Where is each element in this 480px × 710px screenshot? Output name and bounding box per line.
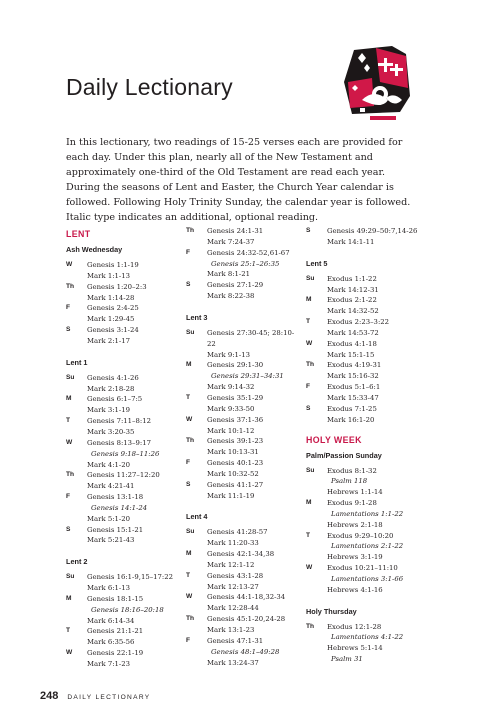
reading: Genesis 3:1-24	[87, 326, 139, 335]
day-label: F	[66, 493, 71, 501]
reading-entry	[186, 436, 296, 447]
reading: Exodus 10:21–11:10	[327, 564, 398, 573]
reading: Mark 13:24-37	[207, 658, 259, 667]
optional-reading: Genesis 18:16–20:18	[91, 605, 164, 614]
day-label: Su	[66, 573, 75, 581]
reading: Genesis 41:28-57	[207, 528, 268, 537]
day-label: M	[306, 499, 312, 507]
optional-reading: Genesis 9:18–11:26	[91, 449, 160, 458]
reading-entry	[186, 625, 296, 636]
reading: Genesis 7:11–8:12	[87, 417, 151, 426]
reading: Genesis 27:30-45; 28:10-22	[207, 328, 295, 348]
reading: Mark 15:33-47	[327, 393, 379, 402]
reading-entry	[186, 371, 296, 382]
reading: Mark 15:1-15	[327, 350, 375, 359]
day-label: Th	[66, 471, 75, 479]
page-number: 248	[40, 690, 59, 702]
reading: Genesis 2:4-25	[87, 304, 139, 313]
reading-entry	[186, 658, 296, 669]
day-label: W	[66, 261, 73, 268]
reading-entry	[66, 637, 174, 648]
reading: Genesis 24:32-52,61-67	[207, 248, 290, 257]
reading: Exodus 8:1-32	[327, 466, 377, 475]
reading-entry	[66, 605, 174, 616]
day-label: Th	[186, 615, 195, 623]
reading-entry	[66, 303, 174, 314]
reading: Genesis 15:1-21	[87, 525, 144, 534]
reading-entry	[306, 487, 418, 498]
day-label: W	[66, 438, 73, 446]
week-heading-palm-passion-sunday: Palm/Passion Sunday	[306, 450, 382, 460]
day-label: Th	[66, 282, 75, 290]
reading: Genesis 37:1-36	[207, 415, 264, 424]
reading: Genesis 13:1-18	[87, 493, 144, 502]
reading-entry	[306, 632, 418, 643]
reading: Mark 7:1-23	[87, 660, 131, 668]
reading-entry	[186, 538, 296, 549]
day-label: W	[186, 415, 193, 423]
reading-entry	[186, 259, 296, 270]
reading-entry	[306, 285, 418, 296]
reading: Mark 1:29-45	[87, 315, 135, 324]
day-label: Th	[306, 361, 315, 369]
day-label: T	[306, 318, 311, 326]
day-label: W	[306, 339, 313, 347]
page-footer	[40, 690, 150, 702]
reading: Mark 11:20-33	[207, 539, 259, 548]
day-label: M	[306, 296, 312, 304]
reading-entry	[306, 585, 418, 596]
reading: Genesis 44:1-18,32-34	[207, 593, 286, 602]
optional-reading: Lamentations 4:1-22	[331, 633, 404, 642]
week-heading-lent-5: Lent 5	[306, 258, 328, 268]
reading-entry	[186, 328, 296, 350]
reading-entry	[186, 415, 296, 426]
day-label: W	[66, 649, 73, 657]
reading-entry	[186, 469, 296, 480]
reading-entry	[66, 525, 174, 536]
reading: Exodus 1:1-22	[327, 274, 377, 283]
reading-entry	[306, 274, 418, 285]
day-label: T	[66, 417, 71, 425]
reading: Mark 10:1-12	[207, 426, 255, 435]
day-label: T	[66, 627, 71, 635]
reading-entry	[186, 527, 296, 538]
week-heading-lent-3: Lent 3	[186, 312, 208, 322]
reading-entry	[186, 582, 296, 593]
reading-entry	[66, 438, 174, 449]
reading: Mark 10:32-52	[207, 469, 259, 478]
day-label: S	[186, 281, 191, 289]
reading-entry	[306, 226, 418, 237]
reading-entry	[306, 498, 418, 509]
reading-entry	[306, 339, 418, 350]
day-label: F	[186, 636, 191, 644]
reading-entry	[186, 248, 296, 259]
reading-entry	[306, 360, 418, 371]
optional-reading: Genesis 48:1–49:28	[211, 647, 280, 656]
reading-entry	[186, 360, 296, 371]
reading: Exodus 4:1-18	[327, 339, 377, 348]
reading: Mark 2:18-28	[87, 384, 135, 393]
reading-entry	[186, 404, 296, 415]
reading-entry	[66, 626, 174, 637]
reading-entry	[306, 415, 418, 426]
day-label: F	[66, 304, 71, 312]
reading-entry	[66, 260, 174, 271]
reading-entry	[66, 416, 174, 427]
reading: Genesis 24:1-31	[207, 227, 264, 235]
reading: Mark 8:22-38	[207, 292, 255, 301]
reading: Mark 1:1-13	[87, 271, 131, 280]
reading-entry	[186, 458, 296, 469]
optional-reading: Lamentations 3:1-66	[331, 574, 404, 583]
reading-entry	[66, 336, 174, 347]
reading: Genesis 45:1-20,24-28	[207, 615, 286, 624]
reading-entry	[186, 491, 296, 502]
day-label: Su	[306, 466, 315, 474]
reading-entry	[186, 571, 296, 582]
reading-entry	[66, 314, 174, 325]
optional-reading: Genesis 25:1–26:35	[211, 259, 280, 268]
reading-entry	[306, 328, 418, 339]
lectionary-column-2	[186, 226, 296, 668]
reading-entry	[306, 520, 418, 531]
reading: Genesis 42:1-34,38	[207, 550, 275, 559]
day-label: M	[66, 395, 72, 403]
reading-entry	[186, 447, 296, 458]
reading-entry	[66, 503, 174, 514]
reading-entry	[306, 393, 418, 404]
reading: Genesis 43:1-28	[207, 571, 264, 580]
season-heading-holy-week: HOLY WEEK	[306, 434, 362, 445]
reading: Exodus 2:1-22	[327, 296, 377, 305]
reading-entry	[306, 643, 418, 654]
reading: Mark 4:1-20	[87, 460, 131, 469]
reading: Mark 9:33-50	[207, 404, 255, 413]
reading: Mark 14:53-72	[327, 328, 379, 337]
reading: Genesis 22:1-19	[87, 649, 144, 658]
reading-entry	[66, 460, 174, 471]
day-label: M	[66, 594, 72, 602]
day-label: S	[186, 480, 191, 488]
reading: Mark 12:28-44	[207, 604, 259, 613]
day-label: F	[186, 459, 191, 467]
reading-entry	[66, 449, 174, 460]
reading: Genesis 8:13–9:17	[87, 438, 151, 447]
reading: Genesis 1:1-19	[87, 261, 139, 269]
day-label: S	[306, 404, 311, 412]
reading-entry	[186, 350, 296, 361]
reading: Genesis 29:1-30	[207, 361, 264, 370]
reading-entry	[306, 466, 418, 477]
reading: Mark 7:24-37	[207, 237, 255, 246]
reading: Mark 11:1-19	[207, 491, 255, 500]
reading: Genesis 16:1-9,15–17:22	[87, 573, 174, 582]
reading: Mark 3:1-19	[87, 406, 131, 415]
reading-entry	[66, 373, 174, 384]
reading-entry	[306, 306, 418, 317]
reading-entry	[66, 384, 174, 395]
reading: Exodus 5:1–6:1	[327, 383, 381, 392]
reading-entry	[186, 647, 296, 658]
reading: Hebrews 1:1-14	[327, 488, 383, 497]
reading-entry	[66, 481, 174, 492]
reading: Mark 6:1-13	[87, 584, 131, 593]
reading-entry	[306, 574, 418, 585]
reading-entry	[66, 427, 174, 438]
optional-reading: Genesis 29:31–34:31	[211, 372, 284, 381]
reading-entry	[306, 531, 418, 542]
reading-entry	[66, 514, 174, 525]
day-label: S	[66, 525, 71, 533]
day-label: M	[186, 361, 192, 369]
reading: Mark 5:21-43	[87, 536, 135, 545]
reading-entry	[186, 614, 296, 625]
reading-entry	[306, 622, 418, 633]
week-heading-lent-1: Lent 1	[66, 357, 88, 367]
optional-reading: Lamentations 2:1-22	[331, 542, 404, 551]
reading: Genesis 4:1-26	[87, 373, 139, 382]
reading-entry	[66, 271, 174, 282]
reading: Genesis 35:1-29	[207, 393, 264, 402]
reading-entry	[66, 583, 174, 594]
reading: Genesis 40:1-23	[207, 459, 264, 468]
reading-entry	[66, 492, 174, 503]
reading-entry	[306, 563, 418, 574]
reading: Mark 10:13-31	[207, 448, 259, 457]
reading: Mark 12:13-27	[207, 582, 259, 591]
day-label: Su	[186, 528, 195, 536]
reading-entry	[66, 659, 174, 670]
reading-entry	[186, 269, 296, 280]
reading-entry	[66, 535, 174, 546]
reading-entry	[186, 280, 296, 291]
reading-entry	[306, 295, 418, 306]
day-label: T	[186, 393, 191, 401]
reading-entry	[306, 237, 418, 248]
reading: Mark 14:32-52	[327, 307, 379, 316]
day-label: M	[186, 550, 192, 558]
day-label: T	[306, 531, 311, 539]
reading-entry	[66, 616, 174, 627]
week-heading-ash-wednesday: Ash Wednesday	[66, 245, 123, 254]
day-label: Su	[66, 373, 75, 381]
day-label: F	[186, 248, 191, 256]
reading-entry	[186, 226, 296, 237]
reading: Genesis 6:1–7:5	[87, 395, 143, 404]
reading-entry	[186, 382, 296, 393]
reading-entry	[186, 592, 296, 603]
reading: Hebrews 3:1-19	[327, 553, 383, 562]
day-label: T	[186, 571, 191, 579]
reading: Genesis 1:20–2:3	[87, 282, 147, 291]
reading: Mark 3:20-35	[87, 427, 135, 436]
reading: Genesis 21:1-21	[87, 627, 144, 636]
reading: Mark 9:1-13	[207, 350, 251, 359]
reading: Mark 9:14-32	[207, 383, 255, 392]
reading: Mark 4:21-41	[87, 482, 135, 491]
reading-entry	[186, 237, 296, 248]
reading: Mark 16:1-20	[327, 415, 375, 424]
reading-entry	[186, 480, 296, 491]
reading: Genesis 11:27–12:20	[87, 471, 160, 480]
reading: Hebrews 2:1-18	[327, 520, 383, 529]
optional-reading: Psalm 31	[331, 655, 363, 664]
reading-entry	[186, 426, 296, 437]
reading: Hebrews 5:1-14	[327, 644, 383, 653]
reading-entry	[306, 509, 418, 520]
reading: Genesis 49:29–50:7,14-26	[327, 227, 418, 235]
reading-entry	[66, 405, 174, 416]
reading: Mark 8:1-21	[207, 270, 251, 279]
reading: Mark 14:1-11	[327, 237, 375, 246]
reading-entry	[186, 636, 296, 647]
optional-reading: Genesis 14:1-24	[91, 503, 148, 512]
day-label: W	[186, 593, 193, 601]
reading-entry	[66, 325, 174, 336]
reading: Mark 2:1-17	[87, 336, 131, 345]
lectionary-column-3	[306, 226, 418, 665]
week-heading-holy-thursday: Holy Thursday	[306, 606, 357, 616]
day-label: F	[306, 383, 311, 391]
day-label: Th	[186, 227, 195, 234]
reading-entry	[186, 393, 296, 404]
reading-entry	[66, 293, 174, 304]
day-label: S	[66, 326, 71, 334]
reading-entry	[186, 549, 296, 560]
reading: Genesis 27:1-29	[207, 281, 264, 290]
reading: Exodus 7:1-25	[327, 404, 377, 413]
reading: Exodus 4:19-31	[327, 361, 382, 370]
reading-entry	[66, 594, 174, 605]
reading-entry	[306, 654, 418, 665]
reading: Mark 12:1-12	[207, 560, 255, 569]
reading-entry	[306, 552, 418, 563]
day-label: S	[306, 227, 311, 234]
reading-entry	[306, 371, 418, 382]
reading-entry	[66, 648, 174, 659]
reading-entry	[306, 317, 418, 328]
reading-entry	[66, 572, 174, 583]
day-label: Su	[186, 328, 195, 336]
reading-entry	[306, 404, 418, 415]
reading-entry	[306, 350, 418, 361]
reading: Exodus 9:29–10:20	[327, 531, 394, 540]
reading-entry	[66, 282, 174, 293]
reading-entry	[186, 560, 296, 571]
reading: Genesis 41:1-27	[207, 480, 264, 489]
reading: Mark 5:1-20	[87, 514, 131, 523]
reading: Mark 14:12-31	[327, 285, 379, 294]
reading-entry	[186, 291, 296, 302]
day-label: Th	[186, 437, 195, 445]
reading-entry	[306, 476, 418, 487]
reading: Genesis 39:1-23	[207, 437, 264, 446]
intro-paragraph: In this lectionary, two readings of 15-25 verses each are provided for each day. Under this plan, nearly all of the New Testament and approximately one-third of the Old Testament are read each year. During the seasons of Lent and Easter, the Church Year calendar is followed. Following Holy Trinity Sunday, the calendar year is followed. Italic type indicates an additional, optional reading.	[66, 137, 411, 223]
season-heading-lent: LENT	[66, 229, 91, 239]
reading: Genesis 18:1-15	[87, 594, 144, 603]
reading-entry	[186, 603, 296, 614]
lectionary-illustration	[340, 42, 414, 126]
reading-entry	[66, 394, 174, 405]
reading: Mark 6:14-34	[87, 616, 135, 625]
reading-entry	[66, 470, 174, 481]
day-label: Su	[306, 274, 315, 282]
reading: Hebrews 4:1-16	[327, 585, 383, 594]
reading: Exodus 2:23–3:22	[327, 318, 390, 327]
week-heading-lent-4: Lent 4	[186, 512, 208, 522]
page-title: Daily Lectionary	[66, 74, 233, 100]
lectionary-column-1	[66, 226, 174, 670]
reading-entry	[306, 382, 418, 393]
reading: Genesis 47:1-31	[207, 636, 264, 645]
reading: Mark 15:16-32	[327, 372, 379, 381]
day-label: W	[306, 564, 313, 572]
reading: Mark 13:1-23	[207, 626, 255, 634]
reading: Mark 1:14-28	[87, 293, 135, 302]
optional-reading: Psalm 118	[331, 477, 368, 486]
running-head: DAILY LECTIONARY	[67, 694, 151, 701]
reading: Exodus 9:1-28	[327, 499, 377, 508]
week-heading-lent-2: Lent 2	[66, 557, 88, 567]
reading: Exodus 12:1-28	[327, 622, 382, 631]
day-label: Th	[306, 622, 315, 630]
reading: Mark 6:35-56	[87, 638, 135, 647]
reading-entry	[306, 541, 418, 552]
optional-reading: Lamentations 1:1-22	[331, 509, 404, 518]
